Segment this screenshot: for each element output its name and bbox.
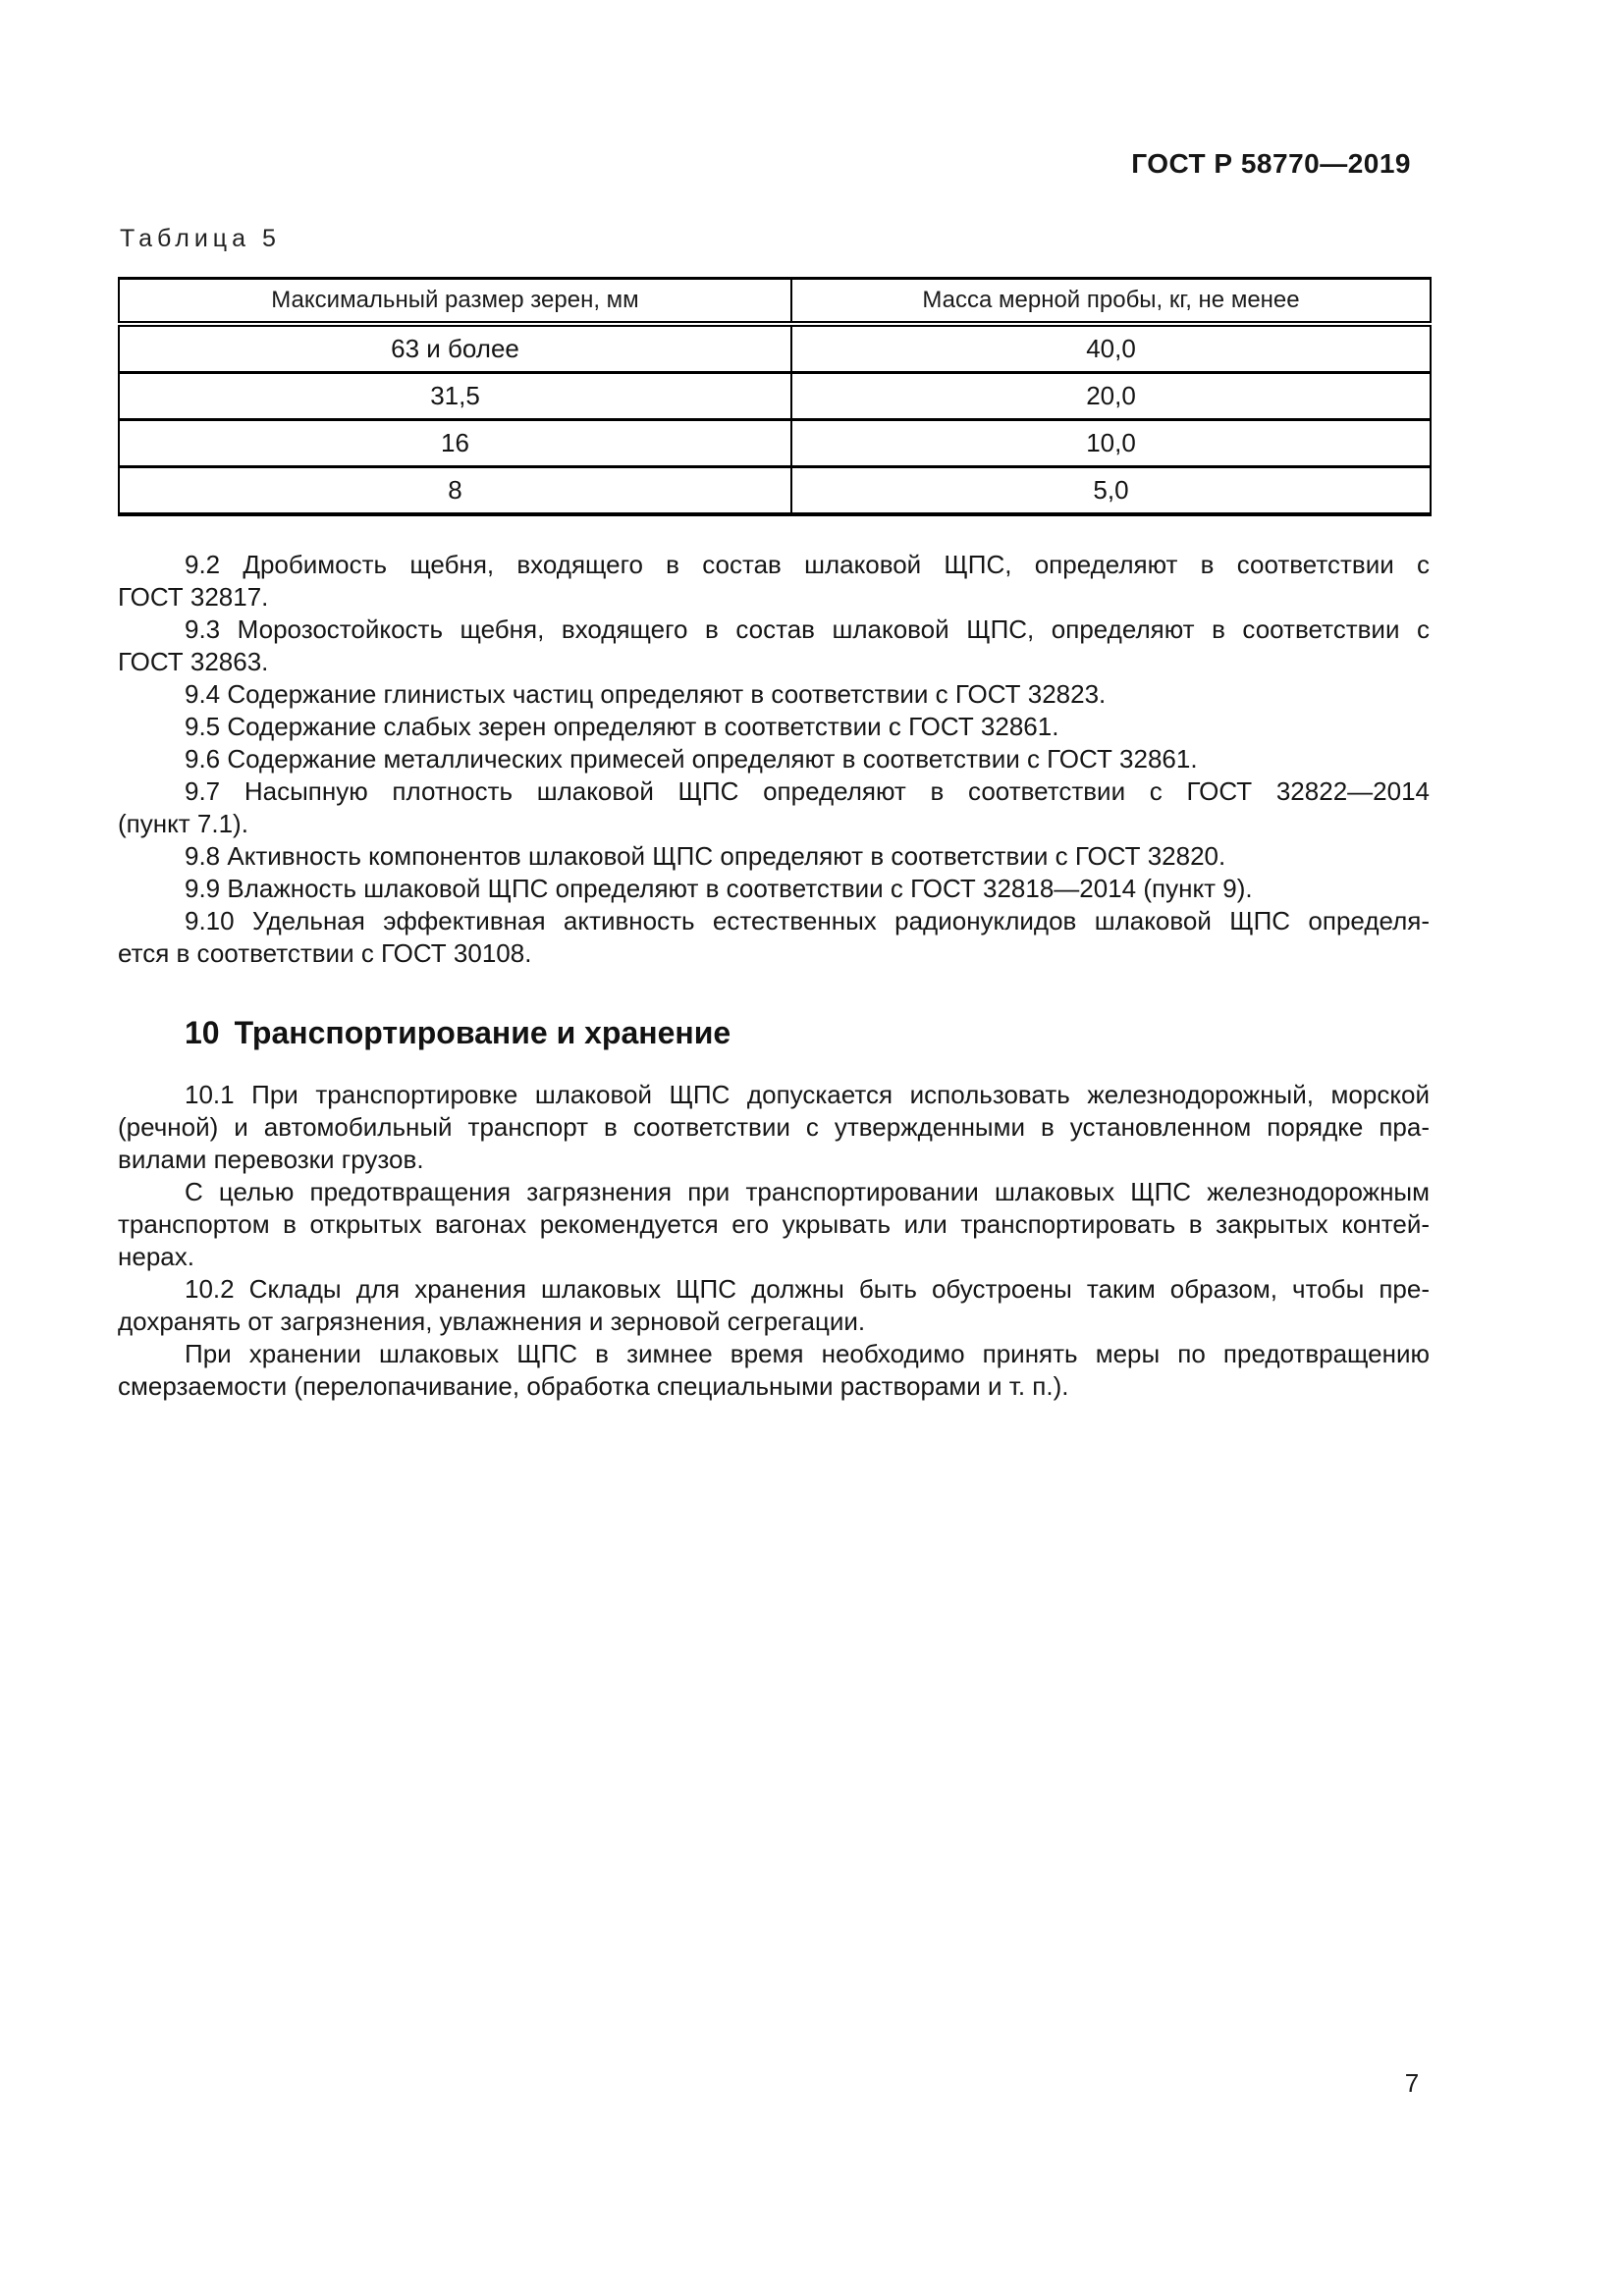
text-line: смерзаемости (перелопачивание, обработка специальными растворами и т. п.). [118,1371,1069,1401]
section-10-heading [185,1013,731,1052]
text-line: ГОСТ 32863. [118,647,269,676]
text-line: 9.6 Содержание металлических примесей определяют в соответствии с ГОСТ 32861. [185,744,1198,774]
text-line: 10.1 При транспортировке шлаковой ЩПС допускается использовать железнодорожный, морской [185,1080,1430,1109]
text-line: С целью предотвращения загрязнения при транспортировании шлаковых ЩПС железнодорожным [185,1177,1430,1206]
table-5 [118,277,1432,516]
cell-sample-mass: 5,0 [791,467,1431,515]
section-number: 10 [185,1015,220,1050]
table-row [119,420,1431,467]
text-line: 9.10 Удельная эффективная активность естественных радионуклидов шлаковой ЩПС определя- [185,906,1430,935]
text-line: ется в соответствии с ГОСТ 30108. [118,938,532,968]
cell-grain-size: 63 и более [119,324,791,373]
text-line: (пункт 7.1). [118,809,248,838]
table-row [119,467,1431,515]
table-row [119,373,1431,420]
text-line: 9.9 Влажность шлаковой ЩПС определяют в соответствии с ГОСТ 32818—2014 (пункт 9). [185,874,1253,903]
table-row [119,324,1431,373]
text-line: 9.4 Содержание глинистых частиц определяют в соответствии с ГОСТ 32823. [185,679,1107,709]
table-header-row [119,279,1431,325]
text-line: вилами перевозки грузов. [118,1145,424,1174]
table-caption: Таблица 5 [120,225,281,252]
text-line: транспортом в открытых вагонах рекомендуется его укрывать или транспортировать в закрытых контей- [118,1209,1430,1239]
cell-grain-size: 16 [119,420,791,467]
text-line: дохранять от загрязнения, увлажнения и зерновой сегрегации. [118,1307,866,1336]
cell-grain-size: 8 [119,467,791,515]
text-line: ГОСТ 32817. [118,582,269,612]
cell-sample-mass: 20,0 [791,373,1431,420]
text-line: 9.5 Содержание слабых зерен определяют в соответствии с ГОСТ 32861. [185,712,1059,741]
section-9-clauses [118,549,1430,970]
column-header-sample-mass: Масса мерной пробы, кг, не менее [791,279,1431,325]
cell-sample-mass: 40,0 [1086,334,1136,363]
text-line: 10.2 Склады для хранения шлаковых ЩПС должны быть обустроены таким образом, чтобы пре- [185,1274,1430,1304]
text-line: 9.3 Морозостойкость щебня, входящего в состав шлаковой ЩПС, определяют в соответствии с [185,614,1430,644]
section-10-text [118,1079,1430,1403]
text-line: 9.7 Насыпную плотность шлаковой ЩПС определяют в соответствии с ГОСТ 32822—2014 [185,776,1430,806]
page-number: 7 [1404,2068,1420,2098]
text-line: 9.8 Активность компонентов шлаковой ЩПС определяют в соответствии с ГОСТ 32820. [185,841,1226,871]
cell-grain-size: 31,5 [119,373,791,420]
section-title: Транспортирование и хранение [234,1015,731,1050]
doc-header: ГОСТ Р 58770—2019 [1131,148,1411,179]
text-line: (речной) и автомобильный транспорт в соответствии с утвержденными в установленном порядке пра- [118,1112,1430,1142]
text-line: 9.2 Дробимость щебня, входящего в состав шлаковой ЩПС, определяют в соответствии с [185,550,1430,579]
text-line: При хранении шлаковых ЩПС в зимнее время необходимо принять меры по предотвращению [185,1339,1430,1368]
cell-sample-mass: 10,0 [791,420,1431,467]
column-header-max-grain-size: Максимальный размер зерен, мм [119,279,791,325]
text-line: нерах. [118,1242,194,1271]
